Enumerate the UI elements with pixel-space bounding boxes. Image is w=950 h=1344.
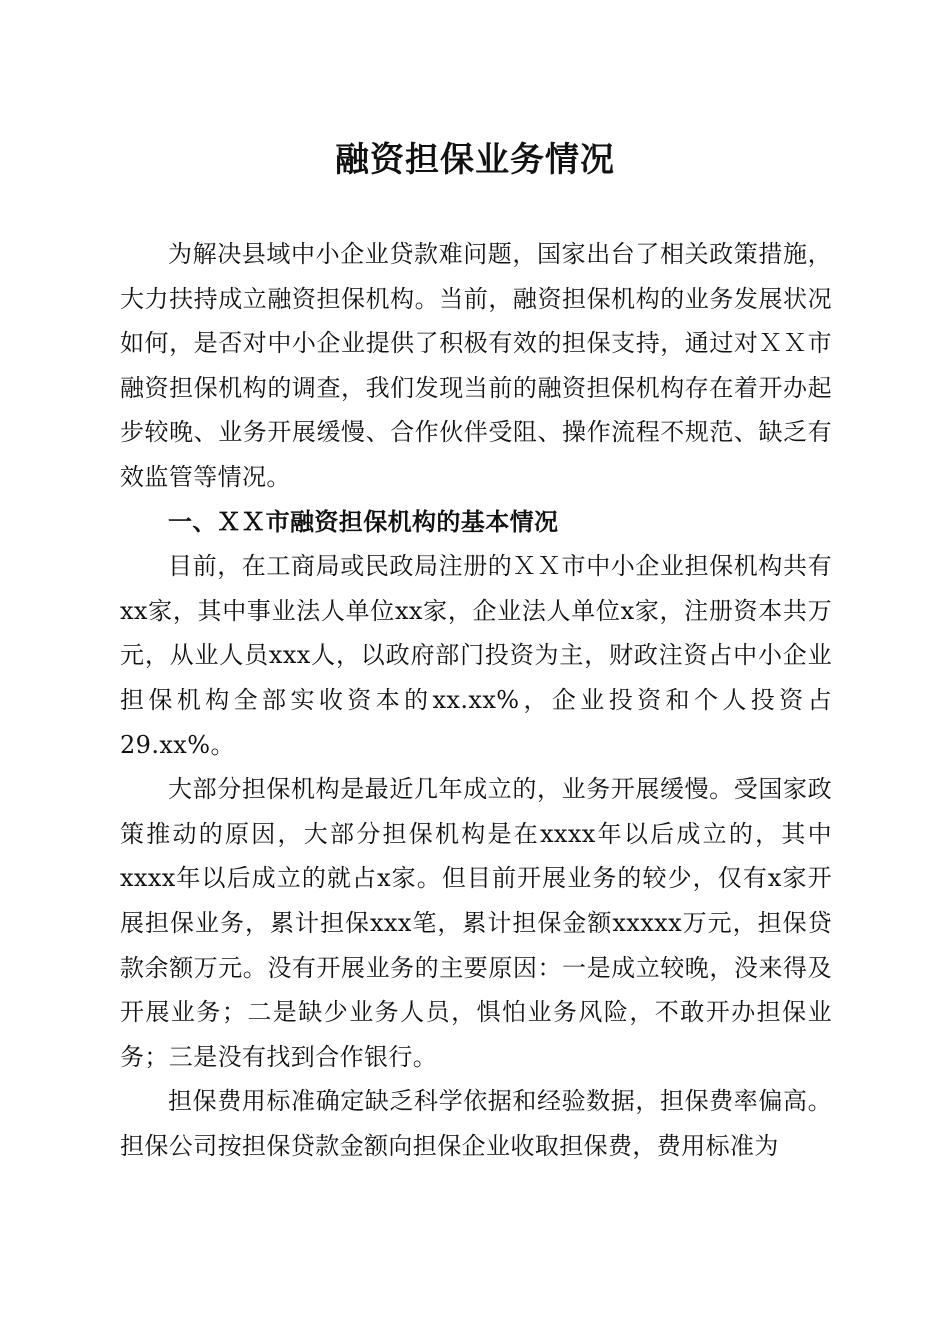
section-heading-basic-situation: 一、ＸＸ市融资担保机构的基本情况 (168, 507, 559, 536)
paragraph-guarantee-fees: 担保费用标准确定缺乏科学依据和经验数据，担保费率偏高。担保公司按担保贷款金额向担保企业收取担保费，费用标准为 (120, 1087, 832, 1160)
document-body (120, 232, 832, 1168)
intro-paragraph: 为解决县域中小企业贷款难问题，国家出台了相关政策措施，大力扶持成立融资担保机构。当前，融资担保机构的业务发展状况如何，是否对中小企业提供了积极有效的担保支持，通过对ＸＸ市融资担保机构的调查，我们发现当前的融资担保机构存在着开办起步较晚、业务开展缓慢、合作伙伴受阻、操作流程不规范、缺乏有效监管等情况。 (120, 240, 832, 491)
paragraph-registration-status: 目前，在工商局或民政局注册的ＸＸ市中小企业担保机构共有xx家，其中事业法人单位xx家，企业法人单位x家，注册资本共万元，从业人员xxx人，以政府部门投资为主，财政注资占中小企业担保机构全部实收资本的xx.xx%，企业投资和个人投资占29.xx%。 (120, 552, 832, 759)
document-title: 融资担保业务情况 (335, 140, 615, 180)
paragraph-business-development: 大部分担保机构是最近几年成立的，业务开展缓慢。受国家政策推动的原因，大部分担保机构是在xxxx年以后成立的，其中xxxx年以后成立的就占x家。但目前开展业务的较少，仅有x家开展担保业务，累计担保xxx笔，累计担保金额xxxxx万元，担保贷款余额万元。没有开展业务的主要原因：一是成立较晚，没来得及开展业务；二是缺少业务人员，惧怕业务风险，不敢开办担保业务；三是没有找到合作银行。 (120, 775, 832, 1071)
